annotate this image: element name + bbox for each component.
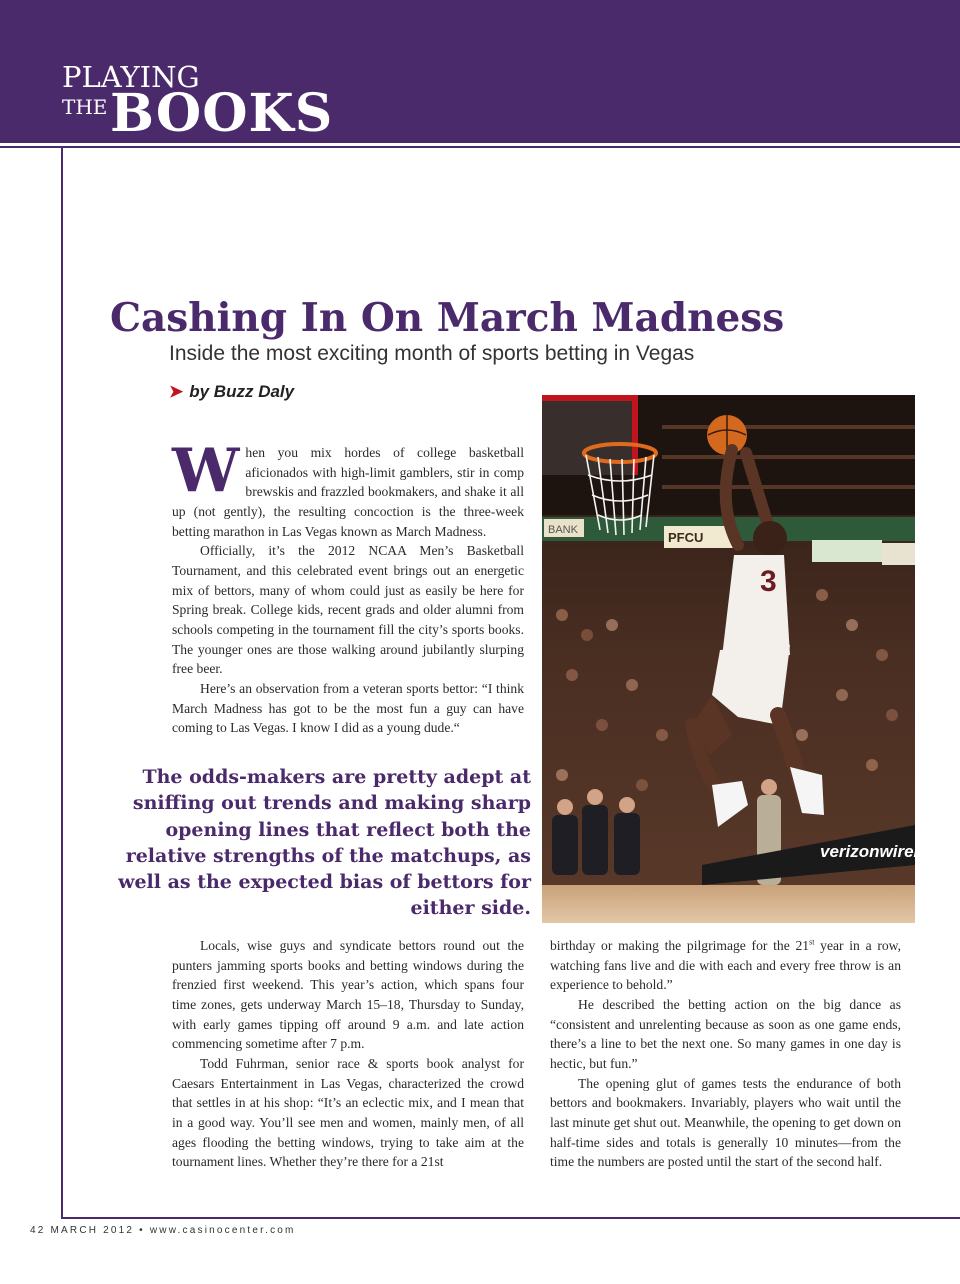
sign-bank: BANK [548, 524, 578, 536]
page-frame-bottom-rule [61, 1217, 960, 1219]
article-column-3 [550, 936, 901, 1172]
byline-arrow-icon: ➤ [169, 382, 184, 401]
banner-rule [0, 146, 960, 148]
basketball-dunk-photo [542, 395, 928, 923]
article-subhead: Inside the most exciting month of sports betting in Vegas [169, 342, 695, 365]
pull-quote: The odds-makers are pretty adept at sniffing out trends and making sharp opening lines that reflect both the relative strengths of the matchups, as well as the expected bias of bettors for either side. [118, 766, 531, 920]
paragraph-continued-rest: year in a row, watching fans live and die with each and every free throw is an experience to behold.” [550, 938, 901, 993]
sign-verizon: verizonwirele [820, 842, 928, 861]
paragraph: The opening glut of games tests the endurance of both bettors and bookmakers. Invariably, players who wait until the last minute get shut out. Meanwhile, the opening to get down on half-time sides and totals is generally 10 minutes—from the time the numbers are posted until the start of the second half. [550, 1075, 901, 1170]
logo-line-playing: PLAYING [62, 60, 200, 94]
paragraph-opening [172, 436, 524, 541]
paragraph-continued-text: birthday or making the pilgrimage for the 21 [550, 938, 810, 953]
paragraph: Locals, wise guys and syndicate bettors round out the punters jamming sports books and betting windows during the frenzied first weekend. This year’s action, which spans four time zones, gets underway March 15–18, Thursday to Sunday, with early games tipping off around 9 a.m. and late action commencing sometime after 7 p.m. [172, 938, 524, 1052]
paragraph: Officially, it’s the 2012 NCAA Men’s Basketball Tournament, and this celebrated event brings out an energetic mix of bettors, many of whom could just as easily be here for Spring break. College kids, recent grads and older alumni from schools competing in the tournament fill the city’s sports books. The younger ones are those walking around jubilantly slurping free beer. [172, 543, 524, 677]
article-headline: Cashing In On March Madness [110, 295, 785, 341]
article-column-1 [172, 436, 524, 738]
paragraph: Todd Fuhrman, senior race & sports book analyst for Caesars Entertainment in Las Vegas, characterized the crowd that settles in at his shop: “It’s an eclectic mix, and I mean that in a good way. You’ll see men and women, mainly men, of all ages flooding the betting windows, trying to take aim at the tournament lines. Whether they’re there for a 21st [172, 1055, 524, 1170]
drop-cap: W [172, 436, 240, 506]
paragraph-continued [550, 936, 901, 995]
sign-pfcu: PFCU [668, 530, 704, 545]
byline-author: by Buzz Daly [189, 382, 295, 401]
paragraph-opening-text: hen you mix hordes of college basketball aficionados with high-limit gamblers, stir in comp brewskis and frazzled bookmakers, and shake it all up (not gently), the resulting concoction is the three-week betting marathon in Las Vegas known as March Madness. [172, 445, 524, 539]
jersey-number: 3 [760, 565, 777, 598]
page-footer: 42 MARCH 2012 • www.casinocenter.com [30, 1225, 296, 1236]
article-byline [169, 382, 294, 402]
page-frame-left-rule [61, 148, 63, 1219]
article-column-2 [172, 936, 524, 1172]
paragraph: He described the betting action on the big dance as “consistent and unrelenting because as soon as one game ends, there’s a line to bet the next one. So many games in one day is hectic, but fun.” [550, 996, 901, 1071]
ordinal-suffix: st [809, 937, 815, 947]
logo-line-books: BOOKS [110, 83, 334, 144]
logo-line-the: THE [62, 95, 108, 119]
paragraph: Here’s an observation from a veteran sports bettor: “I think March Madness has got to be the most fun a guy can have coming to Las Vegas. I know I did as a young dude.“ [172, 680, 524, 736]
photo-illustration [542, 395, 928, 923]
